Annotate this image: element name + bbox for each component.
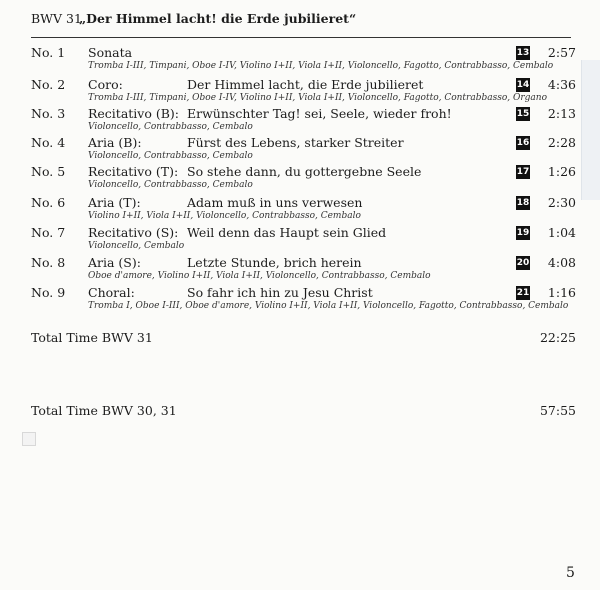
track-number-badge: 19 — [516, 228, 530, 238]
movement-type: Sonata — [88, 45, 133, 60]
movement-instruments: Tromba I-III, Timpani, Oboe I-IV, Violino I+II, Viola I+II, Violoncello, Fagotto, Contrabbasso, Organo — [88, 93, 548, 103]
track-number-badge: 20 — [516, 258, 530, 268]
track-duration: 2:30 — [547, 195, 576, 210]
movement-number: No. 8 — [31, 255, 66, 270]
movement-text: So stehe dann, du gottergebne Seele — [187, 164, 422, 179]
movement-number: No. 2 — [31, 77, 66, 92]
show-through-square — [22, 432, 36, 446]
track-row — [31, 164, 576, 193]
header-rule — [31, 37, 571, 38]
movement-instruments: Tromba I-III, Timpani, Oboe I-IV, Violino I+II, Viola I+II, Violoncello, Fagotto, Contrabbasso, Cembalo — [88, 61, 554, 71]
bwv-number: BWV 31 — [31, 11, 82, 26]
movement-type: Aria (T): — [88, 195, 141, 210]
track-duration: 4:08 — [547, 255, 576, 270]
total-time-value: 22:25 — [539, 330, 576, 345]
movement-number: No. 6 — [31, 195, 66, 210]
track-number-badge: 15 — [516, 109, 530, 119]
track-row — [31, 45, 576, 74]
track-row — [31, 225, 576, 254]
track-duration: 2:13 — [547, 106, 576, 121]
movement-type: Aria (S): — [88, 255, 141, 270]
movement-text: Der Himmel lacht, die Erde jubilieret — [187, 77, 424, 92]
track-row — [31, 195, 576, 224]
track-row — [31, 135, 576, 164]
movement-type: Aria (B): — [88, 135, 142, 150]
movement-text: Letzte Stunde, brich herein — [187, 255, 362, 270]
work-title: „Der Himmel lacht! die Erde jubilieret“ — [78, 11, 357, 26]
movement-text: Adam muß in uns verwesen — [187, 195, 363, 210]
movement-number: No. 1 — [31, 45, 66, 60]
work-header — [31, 11, 356, 26]
movement-instruments: Violoncello, Contrabbasso, Cembalo — [88, 122, 253, 132]
total-time-label: Total Time BWV 31 — [31, 330, 153, 345]
movement-text: Fürst des Lebens, starker Streiter — [187, 135, 404, 150]
movement-instruments: Violoncello, Cembalo — [88, 241, 185, 251]
track-duration: 1:04 — [547, 225, 576, 240]
track-duration: 2:57 — [547, 45, 576, 60]
movement-instruments: Violino I+II, Viola I+II, Violoncello, Contrabbasso, Cembalo — [88, 211, 361, 221]
track-number-badge: 16 — [516, 138, 530, 148]
movement-number: No. 3 — [31, 106, 66, 121]
track-number-badge: 14 — [516, 80, 530, 90]
track-number-badge: 17 — [516, 167, 530, 177]
track-duration: 4:36 — [547, 77, 576, 92]
movement-type: Recitativo (S): — [88, 225, 179, 240]
movement-number: No. 7 — [31, 225, 66, 240]
movement-instruments: Oboe d'amore, Violino I+II, Viola I+II, Violoncello, Contrabbasso, Cembalo — [88, 271, 431, 281]
total-time-label: Total Time BWV 30, 31 — [31, 403, 177, 418]
track-duration: 1:26 — [547, 164, 576, 179]
total-time-value: 57:55 — [539, 403, 576, 418]
track-row — [31, 77, 576, 106]
track-duration: 1:16 — [547, 285, 576, 300]
movement-text: Erwünschter Tag! sei, Seele, wieder froh! — [187, 106, 452, 121]
track-row — [31, 106, 576, 135]
movement-type: Coro: — [88, 77, 123, 92]
movement-type: Recitativo (T): — [88, 164, 179, 179]
movement-number: No. 5 — [31, 164, 66, 179]
page-number: 5 — [566, 565, 575, 581]
movement-instruments: Tromba I, Oboe I-III, Oboe d'amore, Violino I+II, Viola I+II, Violoncello, Fagotto, Contrabbasso, Cembalo — [88, 301, 569, 311]
track-number-badge: 13 — [516, 48, 530, 58]
movement-instruments: Violoncello, Contrabbasso, Cembalo — [88, 180, 253, 190]
track-duration: 2:28 — [547, 135, 576, 150]
movement-instruments: Violoncello, Contrabbasso, Cembalo — [88, 151, 253, 161]
movement-type: Choral: — [88, 285, 135, 300]
track-row — [31, 255, 576, 284]
track-number-badge: 21 — [516, 288, 530, 298]
movement-type: Recitativo (B): — [88, 106, 180, 121]
track-row — [31, 285, 576, 314]
movement-number: No. 9 — [31, 285, 66, 300]
page-edge-tab — [581, 60, 600, 200]
movement-text: Weil denn das Haupt sein Glied — [187, 225, 387, 240]
movement-number: No. 4 — [31, 135, 66, 150]
track-number-badge: 18 — [516, 198, 530, 208]
movement-text: So fahr ich hin zu Jesu Christ — [187, 285, 373, 300]
